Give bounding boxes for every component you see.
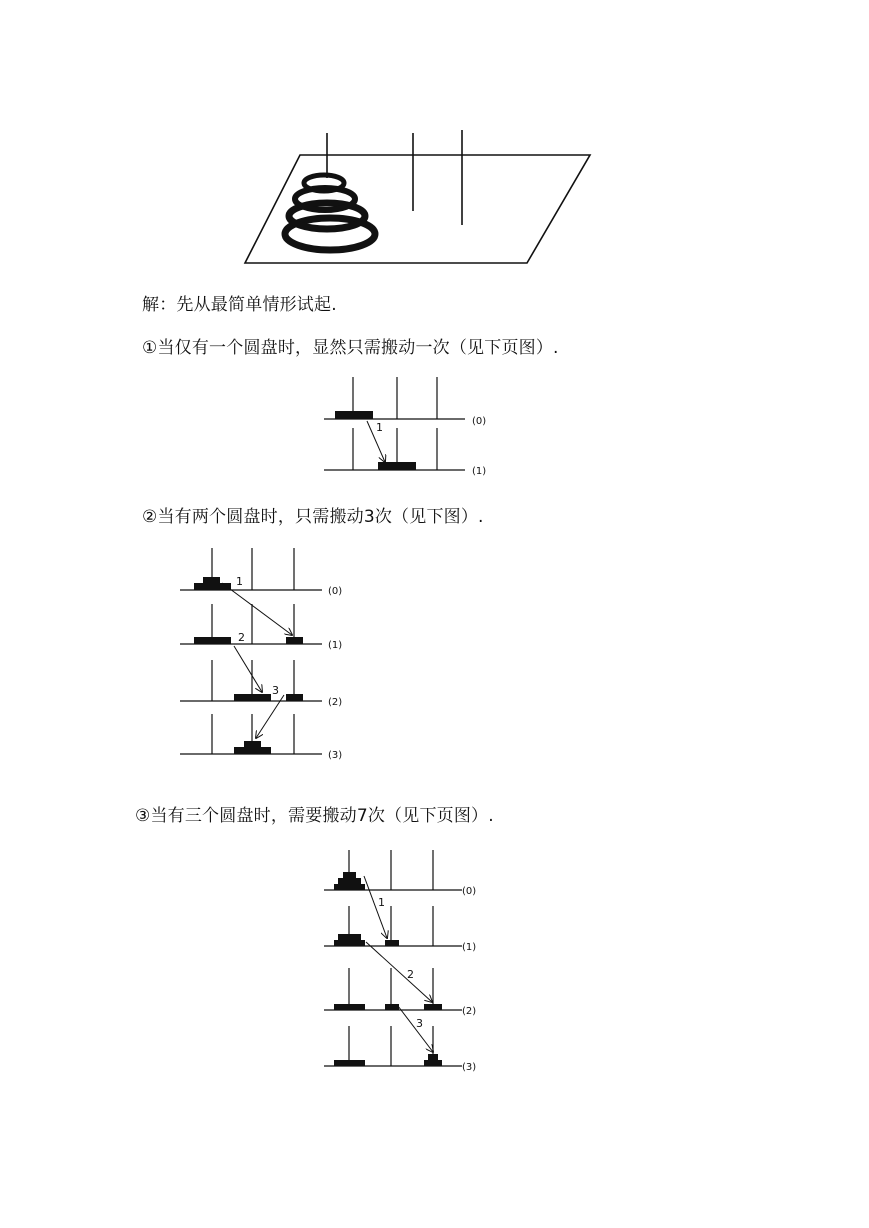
disk-medium — [424, 1004, 442, 1010]
move-label: 3 — [272, 684, 279, 697]
disk-medium — [424, 1060, 442, 1066]
case-three-text: ③当有三个圆盘时，需要搬动7次（见下页图）. — [135, 806, 494, 826]
move-label: 2 — [407, 968, 414, 981]
disk-large — [334, 1060, 365, 1066]
case-one-text: ①当仅有一个圆盘时，显然只需搬动一次（见下页图）. — [142, 338, 559, 358]
state-label: (1) — [328, 640, 343, 651]
move-label: 1 — [236, 575, 243, 588]
state-label: (3) — [328, 750, 343, 761]
move-label: 1 — [378, 896, 385, 909]
disk-large — [334, 884, 365, 890]
disk-small — [343, 872, 356, 878]
disk-medium — [338, 878, 361, 884]
disk-small — [385, 940, 399, 946]
move-arrow — [366, 942, 432, 1002]
disk-small — [428, 1054, 438, 1060]
state-label: (1) — [472, 466, 487, 477]
case-two-text: ②当有两个圆盘时，只需搬动3次（见下图）. — [142, 507, 484, 527]
state-label: (0) — [462, 886, 477, 897]
move-label: 2 — [238, 631, 245, 644]
state-label: (0) — [328, 586, 343, 597]
solution-intro: 解：先从最简单情形试起. — [142, 295, 337, 315]
move-label: 3 — [416, 1017, 423, 1030]
disk-small — [385, 1004, 399, 1010]
disk-large — [334, 940, 365, 946]
disk-large — [334, 1004, 365, 1010]
state-label: (3) — [462, 1062, 477, 1073]
state-label: (0) — [472, 416, 487, 427]
move-label: 1 — [376, 421, 383, 434]
disk-medium — [338, 934, 361, 940]
state-label: (2) — [328, 697, 343, 708]
state-label: (1) — [462, 942, 477, 953]
state-label: (2) — [462, 1006, 477, 1017]
